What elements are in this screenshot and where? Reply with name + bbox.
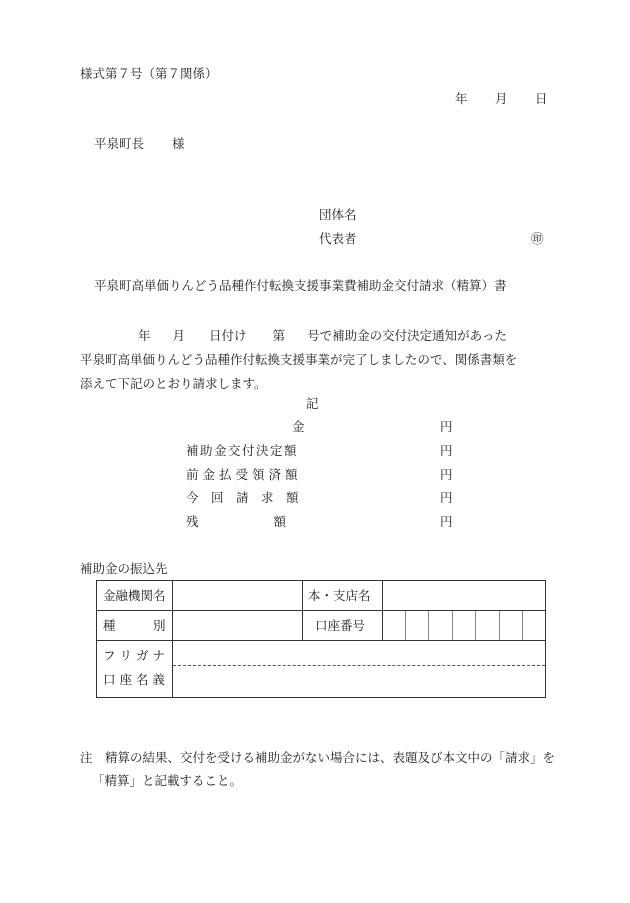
amount-unit-total: 円 [440,419,453,434]
account-type-label: 種 別 [103,618,166,633]
bank-row-divider-1 [97,610,545,611]
body-line-3: 添えて下記のとおり請求します。 [80,376,267,391]
body-line1-tail: 号で補助金の交付決定通知があった [307,328,507,343]
group-name-label: 団体名 [319,207,357,222]
date-month-label: 月 [495,91,508,106]
body-line-2: 平泉町高単価りんどう品種作付転換支援事業が完了しましたので、関係書類を [80,352,518,367]
account-holder-label: 口 座 名 義 [103,672,165,687]
body-month: 月 [172,328,186,343]
furigana-field[interactable] [174,642,544,664]
account-type-field[interactable] [174,612,301,639]
document-title: 平泉町高単価りんどう品種作付転換支援事業費補助金交付請求（精算）書 [94,278,507,293]
addressee-honorific: 様 [172,136,185,151]
note-line-2: 「精算」と記載すること。 [92,773,243,788]
amount-unit-decision: 円 [440,443,453,458]
body-dated: 日付け [209,328,247,343]
amount-label-advance: 前金払受領済額 [186,467,302,482]
addressee-name: 平泉町長 [94,136,145,151]
seal-mark: ㊞ [531,231,544,246]
bank-heading: 補助金の振込先 [80,561,168,576]
bank-col-divider-mid [302,581,303,640]
account-number-field[interactable] [384,612,544,639]
account-number-label: 口座番号 [315,618,366,633]
date-day-label: 日 [535,91,548,106]
body-number-prefix: 第 [272,328,286,343]
account-holder-field[interactable] [174,667,544,696]
date-year-label: 年 [455,91,468,106]
form-number: 様式第７号（第７関係） [80,66,218,81]
note-line-1: 注 精算の結果、交付を受ける補助金がない場合には、表題及び本文中の「請求」を [80,750,556,765]
amount-unit-advance: 円 [440,467,453,482]
furigana-label: フ リ ガ ナ [103,648,165,663]
branch-field[interactable] [384,582,544,609]
body-line-1 [80,324,550,348]
bank-col-divider-label [172,581,173,697]
bank-table [96,580,546,698]
amount-label-total: 金 [292,419,305,434]
representative-label: 代表者 [319,231,357,246]
institution-field[interactable] [174,582,301,609]
ki-heading: 記 [306,396,319,411]
amount-label-balance: 残 額 [186,514,287,529]
amount-label-request: 今 回 請 求 額 [186,490,299,505]
branch-label: 本・支店名 [308,588,371,603]
bank-row-divider-2 [97,640,545,641]
furigana-dashed-divider [173,665,545,666]
body-paragraph [80,324,550,396]
amount-label-decision: 補助金交付決定額 [186,443,299,458]
body-year: 年 [138,328,151,343]
amount-unit-balance: 円 [440,514,453,529]
institution-label: 金融機関名 [103,588,166,603]
amount-unit-request: 円 [440,490,453,505]
bank-col-divider-right [382,581,383,640]
